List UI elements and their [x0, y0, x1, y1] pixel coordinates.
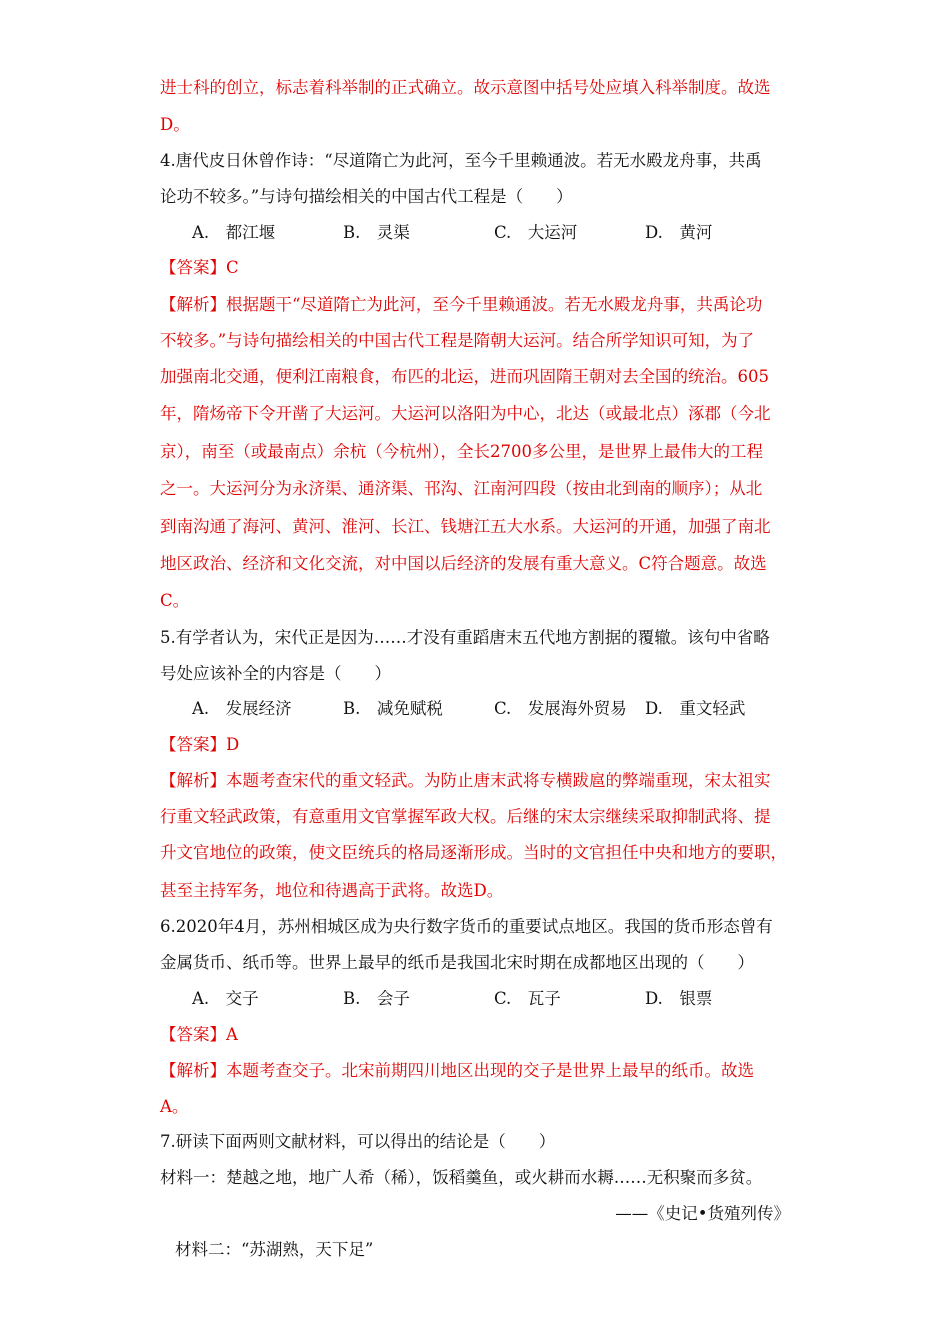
text-line: 到南沟通了海河、黄河、淮河、长江、钱塘江五大水系。大运河的开通，加强了南北 [160, 517, 771, 536]
source-citation: ——《史记•货殖列传》 [615, 1204, 790, 1223]
q4-option-c: C. 大运河 [494, 223, 578, 242]
text-line: 金属货币、纸币等。世界上最早的纸币是我国北宋时期在成都地区出现的（ ） [160, 953, 754, 972]
text-line: 6.2020年4月，苏州相城区成为央行数字货币的重要试点地区。我国的货币形态曾有 [160, 917, 773, 936]
text-line: 【解析】本题考查宋代的重文轻武。为防止唐末武将专横跋扈的弊端重现，宋太祖实 [160, 771, 771, 790]
q5-option-a: A. 发展经济 [192, 699, 292, 718]
text-line: 4.唐代皮日休曾作诗：“尽道隋亡为此河，至今千里赖通波。若无水殿龙舟事，共禹 [160, 151, 762, 170]
text-line: 甚至主持军务，地位和待遇高于武将。故选D。 [160, 881, 504, 900]
q5-option-c: C. 发展海外贸易 [494, 699, 627, 718]
text-line: 年，隋炀帝下令开凿了大运河。大运河以洛阳为中心，北达（或最北点）涿郡（今北 [160, 404, 771, 423]
text-line: 升文官地位的政策，使文臣统兵的格局逐渐形成。当时的文官担任中央和地方的要职， [160, 843, 787, 862]
text-line: 【答案】A [160, 1025, 238, 1044]
q4-option-b: B. 灵渠 [343, 223, 410, 242]
text-line: 进士科的创立，标志着科举制的正式确立。故示意图中括号处应填入科举制度。故选 [160, 78, 771, 97]
q5-option-d: D. 重文轻武 [645, 699, 746, 718]
q6-option-a: A. 交子 [192, 989, 259, 1008]
text-line: 【答案】C [160, 258, 239, 277]
text-line: C。 [160, 591, 190, 610]
text-line: 号处应该补全的内容是（ ） [160, 664, 391, 683]
text-line: 【答案】D [160, 735, 240, 754]
text-line: 地区政治、经济和文化交流，对中国以后经济的发展有重大意义。C符合题意。故选 [160, 554, 767, 573]
text-line: 材料一：楚越之地，地广人希（稀），饭稻羹鱼，或火耕而水耨……无积聚而多贫。 [160, 1168, 763, 1187]
q6-option-b: B. 会子 [343, 989, 410, 1008]
q6-option-d: D. 银票 [645, 989, 713, 1008]
text-line: 加强南北交通，便利江南粮食，布匹的北运，进而巩固隋王朝对去全国的统治。605 [160, 367, 769, 386]
text-line: 5.有学者认为，宋代正是因为……才没有重蹈唐末五代地方割据的覆辙。该句中省略 [160, 628, 770, 647]
text-line: 京），南至（或最南点）余杭（今杭州），全长2700多公里，是世界上最伟大的工程 [160, 442, 763, 461]
text-line: 行重文轻武政策，有意重用文官掌握军政大权。后继的宋太宗继续采取抑制武将、提 [160, 807, 771, 826]
q4-option-a: A. 都江堰 [192, 223, 276, 242]
text-line: 之一。大运河分为永济渠、通济渠、邗沟、江南河四段（按由北到南的顺序）；从北 [160, 479, 763, 498]
text-line: D。 [160, 115, 190, 134]
text-line: A。 [160, 1097, 189, 1116]
q5-option-b: B. 减免赋税 [343, 699, 443, 718]
text-line: 7.研读下面两则文献材料，可以得出的结论是（ ） [160, 1132, 556, 1151]
text-line: 【解析】本题考查交子。北宋前期四川地区出现的交子是世界上最早的纸币。故选 [160, 1061, 754, 1080]
q6-option-c: C. 瓦子 [494, 989, 561, 1008]
q4-option-d: D. 黄河 [645, 223, 713, 242]
material-two: 材料二：“苏湖熟，天下足” [175, 1240, 374, 1259]
text-line: 论功不较多。”与诗句描绘相关的中国古代工程是（ ） [160, 187, 573, 206]
text-line: 不较多。”与诗句描绘相关的中国古代工程是隋朝大运河。结合所学知识可知，为了 [160, 331, 755, 350]
text-line: 【解析】根据题干“尽道隋亡为此河，至今千里赖通波。若无水殿龙舟事，共禹论功 [160, 295, 763, 314]
